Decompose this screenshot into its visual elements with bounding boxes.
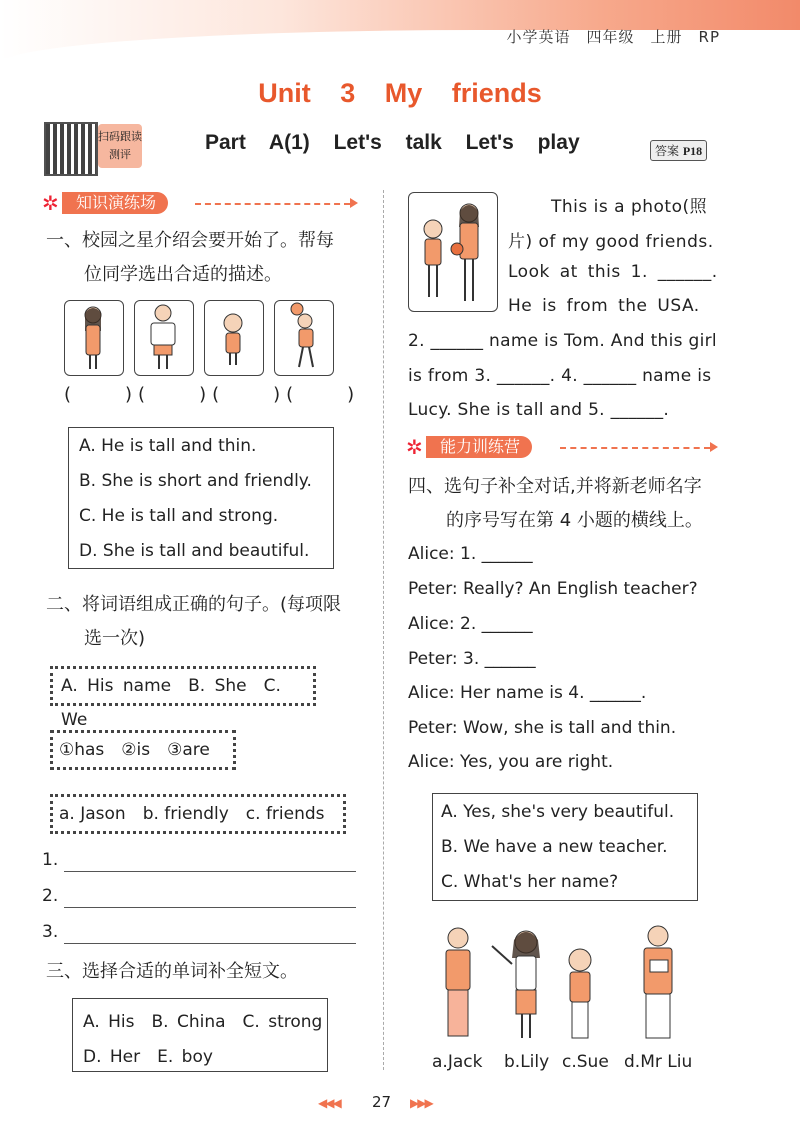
q3-para-line6: is from 3. ______. 4. ______ name is [408,366,712,386]
q3-options-row2: D. Her E. boy [83,1047,213,1067]
q4-dialogue-line3: Alice: 2. ______ [408,614,533,634]
lily-figure [492,931,540,1038]
page-number: 27 [372,1093,392,1111]
q1-option-b: B. She is short and friendly. [79,471,312,491]
q1-option-c: C. He is tall and strong. [79,506,279,526]
teachers-illustration [430,920,710,1048]
q2-prompt-line2: 选一次) [84,628,146,649]
q4-dialogue-line5: Alice: Her name is 4. ______. [408,683,647,703]
section-ability-banner: 能力训练营 [426,436,532,458]
name-lily: b.Lily [504,1052,550,1072]
answer-page: P18 [682,144,703,158]
q2-row-subjects: A. His name B. She C. We [50,666,316,706]
q1-prompt-line2: 位同学选出合适的描述。 [84,264,282,285]
banner-line [560,447,710,449]
q2-answer-line-3[interactable] [64,943,356,944]
q3-prompt: 三、选择合适的单词补全短文。 [46,961,298,982]
strong-boy-picture [134,300,194,376]
q4-option-c: C. What's her name? [441,872,619,892]
footer-right-arrows: ▶▶▶ [410,1096,432,1110]
qr-label: 扫码跟读测评 [98,124,142,168]
q2-answer-label-1: 1. [42,850,59,870]
friends-photo [408,192,498,312]
q4-dialogue-line1: Alice: 1. ______ [408,544,533,564]
q4-option-b: B. We have a new teacher. [441,837,668,857]
sue-figure [569,949,591,1038]
name-sue: c.Sue [562,1052,609,1072]
q3-para-line2: 片) of my good friends. [508,232,714,252]
name-jack: a.Jack [432,1052,483,1072]
q1-option-a: A. He is tall and thin. [79,436,257,456]
column-divider [383,190,384,1070]
star-icon: ✲ [42,191,59,215]
arrow-icon [710,442,718,452]
q2-row-verbs: ①has ②is ③are [50,730,236,770]
q4-dialogue-line7: Alice: Yes, you are right. [408,752,614,772]
q2-answer-label-3: 3. [42,922,59,942]
qr-code-icon[interactable] [44,122,98,176]
header-text: 小学英语 四年级 上册 RP [506,28,720,46]
q3-para-line3: Look at this 1. ______. [508,262,718,282]
banner-line [195,203,350,205]
answer-label: 答案 [655,144,680,158]
q2-answer-label-2: 2. [42,886,59,906]
q2-answer-line-2[interactable] [64,907,356,908]
arrow-icon [350,198,358,208]
q1-options-box [68,427,334,569]
q1-prompt-line1: 一、校园之星介绍会要开始了。帮每 [46,230,334,251]
q4-option-a: A. Yes, she's very beautiful. [441,802,675,822]
answer-ref [650,140,707,161]
star-icon: ✲ [406,435,423,459]
q4-options-box [432,793,698,901]
q4-prompt-line1: 四、选句子补全对话,并将新老师名字 [408,476,702,497]
q4-dialogue-line4: Peter: 3. ______ [408,649,536,669]
footer-left-arrows: ◀◀◀ [318,1096,340,1110]
part-title: Part A(1) Let's talk Let's play [205,131,580,154]
short-girl-picture [204,300,264,376]
q3-para-line4: He is from the USA. [508,296,700,316]
q3-para-line1: This is a photo(照 [551,197,708,217]
mr-liu-figure [644,926,672,1038]
q3-options-row1: A. His B. China C. strong [83,1012,323,1032]
q3-para-line7: Lucy. She is tall and 5. ______. [408,400,670,420]
name-mr-liu: d.Mr Liu [624,1052,693,1072]
q1-option-d: D. She is tall and beautiful. [79,541,310,561]
unit-title: Unit 3 My friends [258,78,542,108]
q4-dialogue-line6: Peter: Wow, she is tall and thin. [408,718,677,738]
q3-options-box [72,998,328,1072]
q2-prompt-line1: 二、将词语组成正确的句子。(每项限 [46,594,342,615]
q4-dialogue-line2: Peter: Really? An English teacher? [408,579,698,599]
jack-figure [446,928,470,1036]
section-knowledge-banner: 知识演练场 [62,192,168,214]
q2-row-complements: a. Jason b. friendly c. friends [50,794,346,834]
basketball-boy-picture [274,300,334,376]
q3-para-line5: 2. ______ name is Tom. And this girl [408,331,717,351]
q2-answer-line-1[interactable] [64,871,356,872]
q4-prompt-line2: 的序号写在第 4 小题的横线上。 [446,510,703,531]
q1-brackets[interactable]: ( )( )( )( ) [64,384,361,405]
girl-picture [64,300,124,376]
